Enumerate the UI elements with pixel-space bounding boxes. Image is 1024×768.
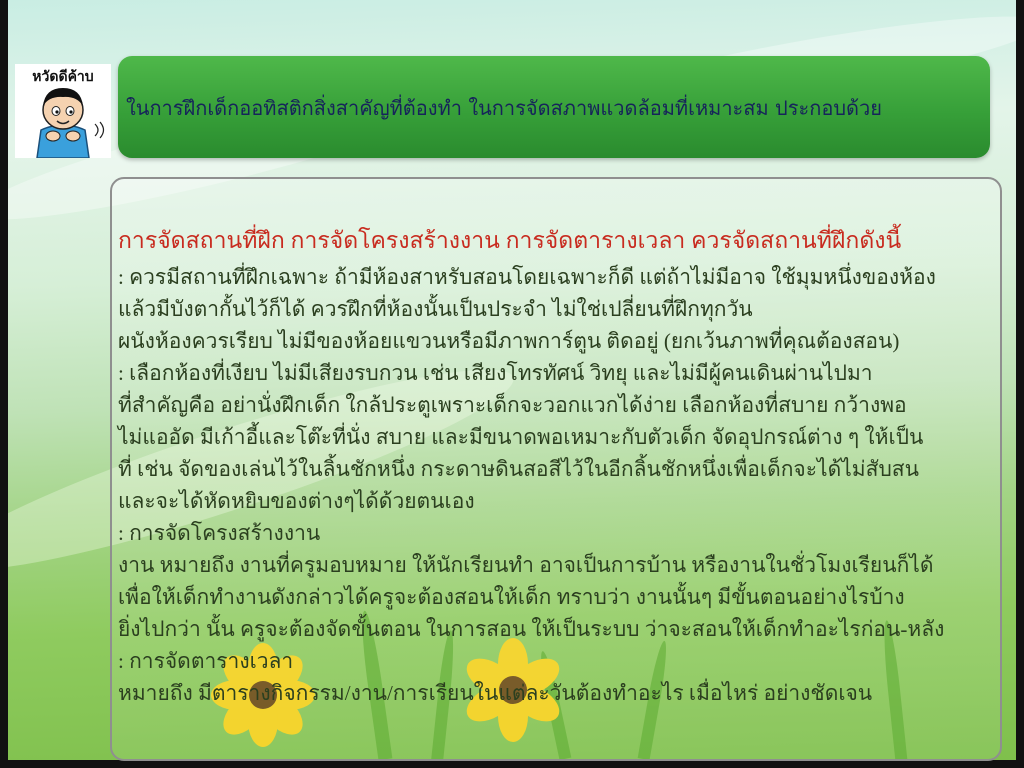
slide-title: ในการฝึกเด็กออทิสติกสิ่งสาคัญที่ต้องทำ ในการจัดสภาพแวดล้อมที่เหมาะสม ประกอบด้วย <box>126 96 882 120</box>
content-line: : ควรมีสถานที่ฝึกเฉพาะ ถ้ามีห้องสาหรับสอนโดยเฉพาะก็ดี แต่ถ้าไม่มีอาจ ใช้มุมหนึ่งของห้อง <box>118 265 936 289</box>
bottom-edge-bar <box>0 760 1024 768</box>
content-line: ยิ่งไปกว่า นั้น ครูจะต้องจัดขั้นตอน ในการสอน ให้เป็นระบบ ว่าจะสอนให้เด็กทำอะไรก่อน-หลัง <box>118 617 945 641</box>
logo-text: หวัดดีค้าบ <box>32 69 94 85</box>
content-line: งาน หมายถึง งานที่ครูมอบหมาย ให้นักเรียนทำ อาจเป็นการบ้าน หรืองานในชั่วโมงเรียนก็ได้ <box>118 553 934 577</box>
left-edge-bar <box>0 0 8 768</box>
content-line: : การจัดตารางเวลา <box>118 649 294 673</box>
content-line: ที่ เช่น จัดของเล่นไว้ในลิ้นชักหนึ่ง กระดาษดินสอสีไว้ในอีกลิ้นชักหนึ่งเพื่อเด็กจะได้ไม่สับสน <box>118 457 919 481</box>
title-banner <box>118 56 990 158</box>
content-line: ที่สำคัญคือ อย่านั่งฝึกเด็ก ใกล้ประตูเพราะเด็กจะวอกแวกได้ง่าย เลือกห้องที่สบาย กว้างพอ <box>118 393 907 417</box>
content-panel <box>110 177 1002 761</box>
content-line: และจะได้หัดหยิบของต่างๆได้ด้วยตนเอง <box>118 489 475 513</box>
content-line: เพื่อให้เด็กทำงานดังกล่าวได้ครูจะต้องสอนให้เด็ก ทราบว่า งานนั้นๆ มีขั้นตอนอย่างไรบ้าง <box>118 585 905 609</box>
cartoon-character-icon <box>15 64 111 158</box>
right-edge-bar <box>1016 0 1024 768</box>
content-line: : เลือกห้องที่เงียบ ไม่มีเสียงรบกวน เช่น เสียงโทรทัศน์ วิทยุ และไม่มีผู้คนเดินผ่านไปมา <box>118 361 873 385</box>
content-line: ไม่แออัด มีเก้าอี้และโต๊ะที่นั่ง สบาย และมีขนาดพอเหมาะกับตัวเด็ก จัดอุปกรณ์ต่าง ๆ ให้เป็น <box>118 425 924 449</box>
content-line: ผนังห้องควรเรียบ ไม่มีของห้อยแขวนหรือมีภาพการ์ตูน ติดอยู่ (ยกเว้นภาพที่คุณต้องสอน) <box>118 329 900 353</box>
content-heading: การจัดสถานที่ฝึก การจัดโครงสร้างงาน การจัดตารางเวลา ควรจัดสถานที่ฝึกดังนี้ <box>118 228 902 253</box>
content-line: : การจัดโครงสร้างงาน <box>118 521 321 545</box>
content-line: แล้วมีบังตากั้นไว้ก็ได้ ควรฝึกที่ห้องนั้นเป็นประจำ ไม่ใช่เปลี่ยนที่ฝึกทุกวัน <box>118 297 753 321</box>
content-body <box>118 223 998 709</box>
content-line: หมายถึง มีตารางกิจกรรม/งาน/การเรียนในแต่ละวันต้องทำอะไร เมื่อไหร่ อย่างชัดเจน <box>118 681 873 705</box>
